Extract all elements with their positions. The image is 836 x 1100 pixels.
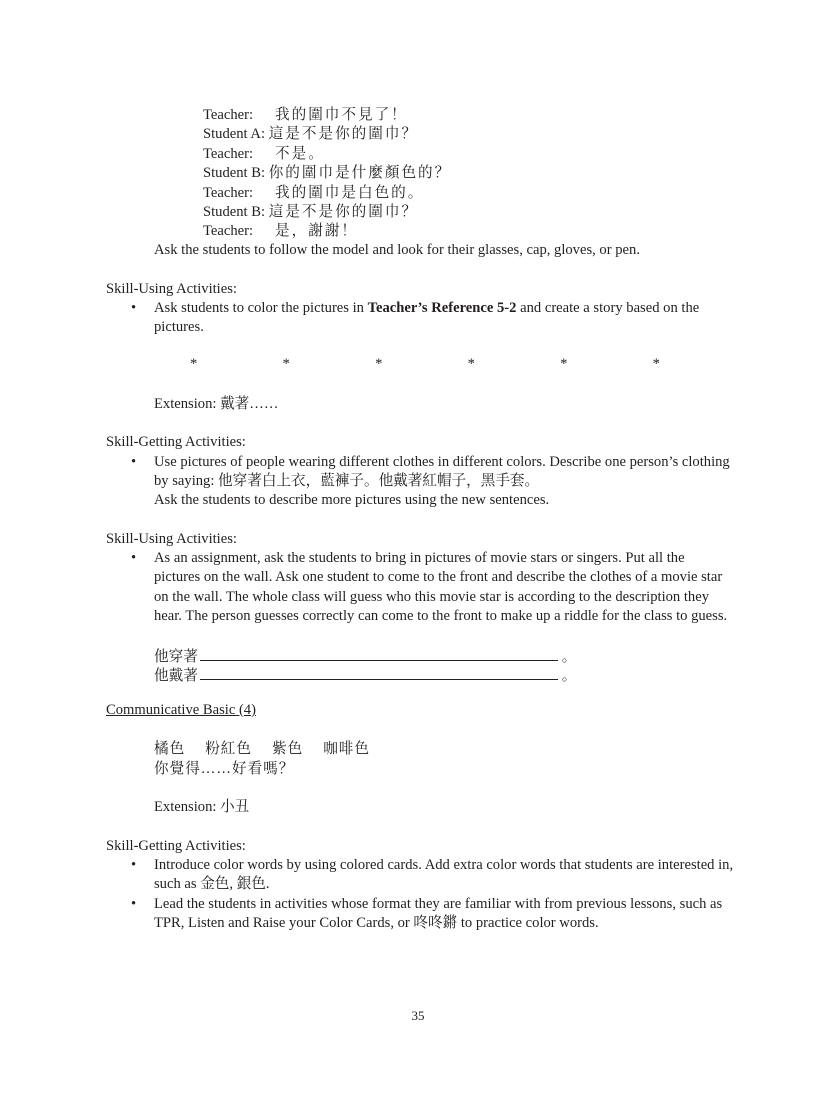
reference-title: Teacher’s Reference 5-2: [367, 300, 517, 316]
bullet-text: As an assignment, ask the students to bring in pictures of movie stars or singers. Put all the pictures on the wall. Ask one student to come to the front and describe the clothes of a movie star on the wall. The whole class will guess who this movie star is according to the description they hear. The person guesses correctly can come to the front to make up a riddle for the class to guess.: [154, 550, 728, 625]
color-word: 粉紅色: [205, 741, 252, 757]
fill-in-end: 。: [561, 649, 577, 665]
extension-label: Extension: 戴著……: [154, 396, 279, 412]
dialog-text: 我的圍巾是白色的。: [275, 184, 425, 201]
blank-line: [200, 645, 558, 661]
bullet-icon: •: [131, 896, 137, 912]
communicative-heading: Communicative Basic (4): [106, 702, 256, 718]
dialog-speaker: Teacher:: [203, 184, 254, 201]
divider-star: *: [282, 356, 290, 372]
fill-in-end: 。: [561, 668, 577, 684]
bullet-icon: •: [131, 550, 137, 566]
color-words: [154, 740, 739, 759]
question-pattern: 你覺得……好看嗎？: [154, 761, 295, 777]
fill-in-label: 他穿著: [154, 649, 198, 665]
divider-star: *: [375, 356, 383, 372]
bullet-text-part: and create a story based on the pictures.: [154, 300, 700, 336]
fill-in-line: [154, 664, 739, 686]
dialog-line: [203, 203, 451, 222]
dialog-speaker: Student A:: [203, 126, 266, 143]
divider-star: *: [652, 356, 660, 372]
color-word: 橘色: [154, 741, 186, 757]
dialog-line: [203, 125, 451, 144]
dialog-text: 是，謝謝！: [275, 223, 358, 240]
dialog-text: 我的圍巾不見了！: [275, 107, 408, 123]
dialog-speaker: Teacher:: [203, 107, 254, 123]
dialog-speaker: Teacher:: [203, 145, 254, 162]
bullet-icon: •: [131, 454, 137, 470]
blank-line: [200, 664, 558, 680]
dialog-line: [203, 164, 451, 183]
bullet-text: Introduce color words by using colored cards. Add extra color words that students are interested in, such as 金色, 銀色.: [154, 857, 734, 893]
section-heading: Skill-Getting Activities:: [106, 838, 246, 854]
dialog-text: 這是不是你的圍巾？: [268, 204, 419, 221]
bullet-icon: •: [131, 300, 137, 316]
model-dialog: [203, 106, 451, 242]
bullet-text: [154, 299, 734, 338]
section-heading: Skill-Getting Activities:: [106, 434, 246, 450]
bullet-icon: •: [131, 857, 137, 873]
dialog-line: [203, 184, 451, 203]
color-word: 咖啡色: [323, 741, 370, 757]
divider-star: *: [190, 356, 198, 372]
dialog-text: 你的圍巾是什麼顏色的？: [268, 165, 452, 182]
page-number: 35: [411, 1008, 425, 1023]
dialog-text: 不是。: [275, 145, 325, 162]
bullet-text-part: Ask students to color the pictures in: [154, 300, 368, 316]
dialog-line: [203, 106, 451, 125]
dialog-speaker: Teacher:: [203, 223, 254, 240]
followup-text: Ask the students to describe more pictures using the new sentences.: [154, 492, 550, 508]
dialog-speaker: Student B:: [203, 204, 266, 221]
section-heading: Skill-Using Activities:: [106, 281, 237, 297]
bullet-text: Lead the students in activities whose format they are familiar with from previous lessons, such as TPR, Listen and Raise your Color Cards, or 咚咚鏘 to practice color words.: [154, 896, 723, 932]
section-heading: Skill-Using Activities:: [106, 531, 237, 547]
dialog-speaker: Student B:: [203, 165, 266, 182]
color-word: 紫色: [272, 741, 304, 757]
section-divider: [190, 355, 660, 374]
divider-star: *: [467, 356, 475, 372]
model-instruction: Ask the students to follow the model and look for their glasses, cap, gloves, or pen.: [154, 242, 640, 258]
extension-label: Extension: 小丑: [154, 799, 250, 815]
dialog-line: [203, 145, 451, 164]
dialog-line: [203, 222, 451, 241]
divider-star: *: [560, 356, 568, 372]
dialog-text: 這是不是你的圍巾？: [268, 126, 419, 143]
fill-in-label: 他戴著: [154, 668, 198, 684]
bullet-text: Use pictures of people wearing different clothes in different colors. Describe one person’s clothing by saying: 他穿著白上衣，藍褲子。他戴著紅帽子，黑手套。: [154, 454, 730, 490]
